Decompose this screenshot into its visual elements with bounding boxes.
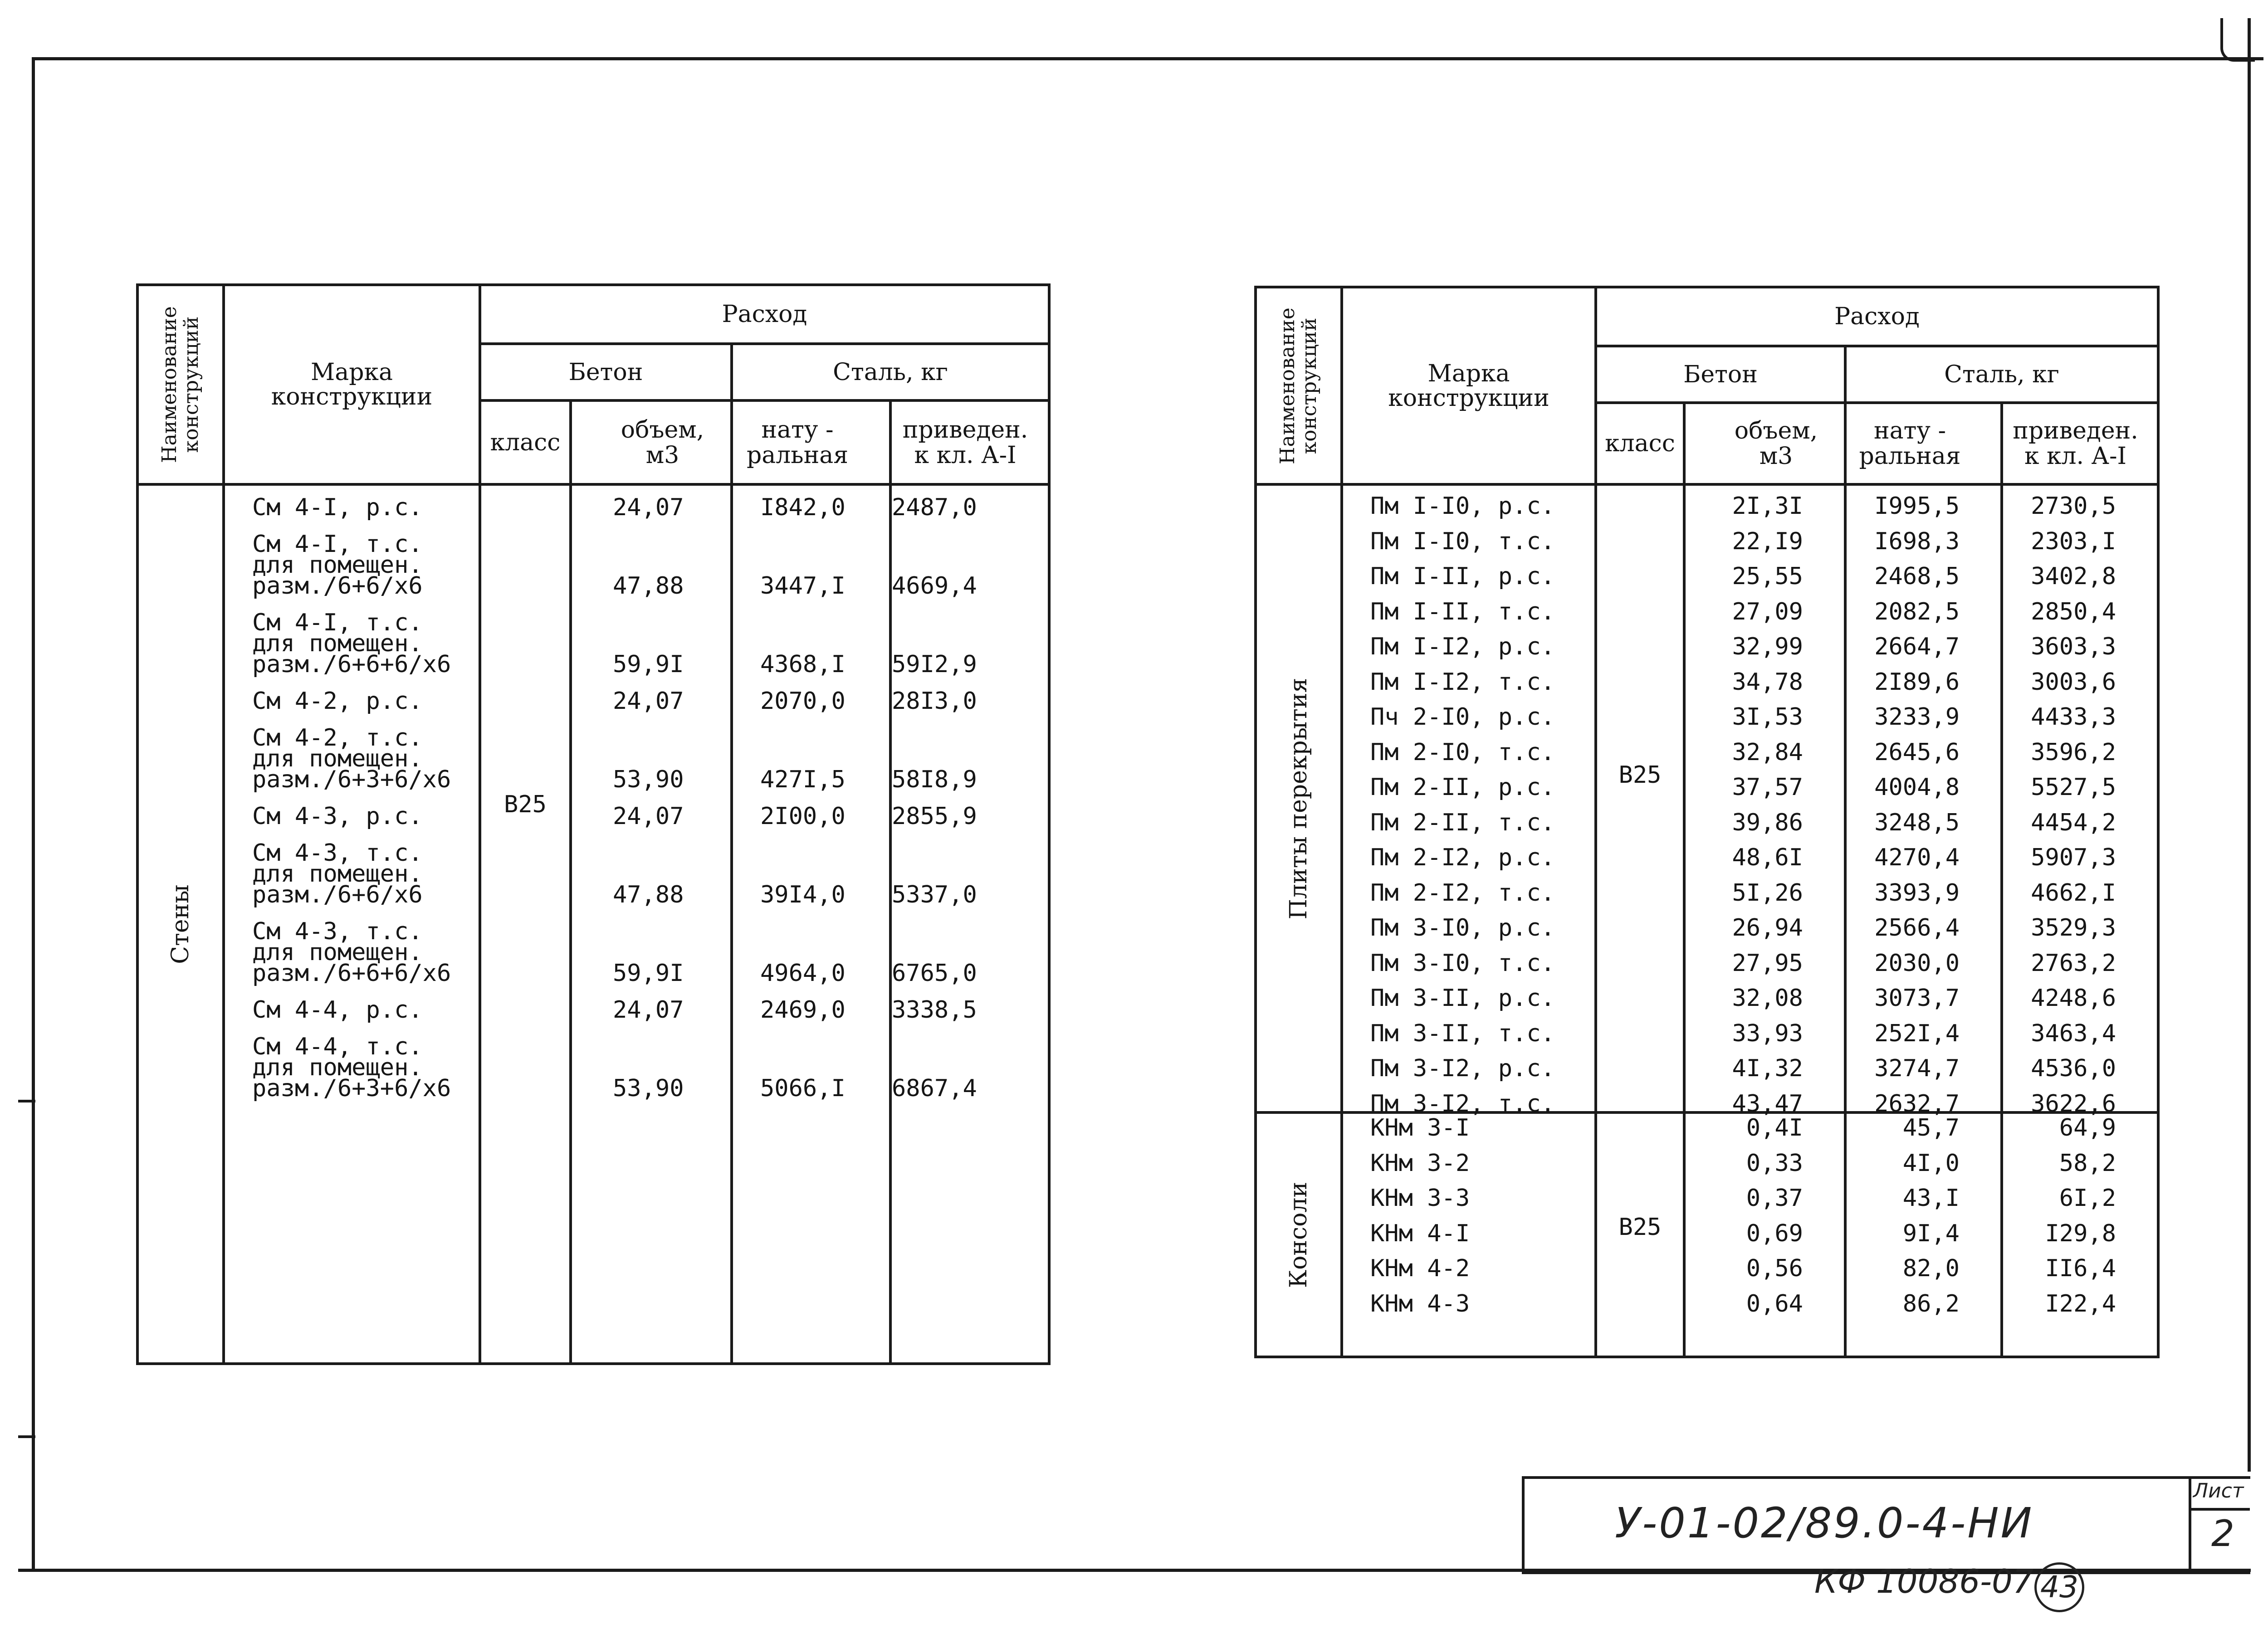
header-name-label: Наименование конструкций: [1276, 307, 1321, 464]
natural-steel-cell: 4I,0: [1902, 1149, 1960, 1177]
volume-cell: 37,57: [1732, 774, 1803, 801]
reduced-steel-cell: 5907,3: [2031, 844, 2116, 871]
volume-cell: 25,55: [1732, 563, 1803, 590]
header-volume: объем, м3: [1684, 403, 1845, 484]
natural-steel-cell: 2664,7: [1874, 633, 1960, 660]
natural-steel-cell: 3073,7: [1874, 985, 1960, 1012]
sheet-number: 2: [2211, 1512, 2234, 1555]
mark-column: [1342, 1112, 1596, 1357]
reduced-steel-cell: 3596,2: [2031, 738, 2116, 766]
reduced-steel-cell: 3603,3: [2031, 633, 2116, 660]
reduced-steel-cell: 4669,4: [892, 572, 977, 600]
frame-border-left: [32, 57, 35, 1572]
natural-steel-cell: 2566,4: [1874, 914, 1960, 941]
natural-steel-cell: 3248,5: [1874, 809, 1960, 836]
header-mark: Марка конструкции: [1342, 287, 1596, 484]
natural-steel-cell: I995,5: [1874, 493, 1960, 520]
volume-cell: 24,07: [613, 803, 684, 830]
natural-steel-cell: 4270,4: [1874, 844, 1960, 871]
volume-cell: 0,56: [1746, 1255, 1803, 1282]
mark-cell: См 4-I, т.с. для помещен. разм./6+6+6/х6: [252, 609, 451, 678]
mark-column: [1342, 484, 1596, 1117]
volume-cell: 27,09: [1732, 598, 1803, 625]
volume-cell: 43,47: [1732, 1090, 1803, 1117]
reduced-steel-cell: 5527,5: [2031, 774, 2116, 801]
document-code: У-01-02/89.0-4-НИ: [1615, 1499, 2034, 1547]
mark-cell: КНм 3-3: [1370, 1185, 1470, 1212]
natural-steel-column: [1845, 484, 2002, 1117]
slabs-consoles-table: [1254, 286, 2160, 1358]
mark-cell: КНм 4-2: [1370, 1255, 1470, 1282]
mark-cell: См 4-4, т.с. для помещен. разм./6+3+6/х6: [252, 1033, 451, 1102]
volume-cell: 27,95: [1732, 949, 1803, 977]
reduced-steel-cell: 28I3,0: [892, 688, 977, 715]
reduced-steel-cell: 3463,4: [2031, 1019, 2116, 1047]
volume-cell: 5I,26: [1732, 879, 1803, 907]
header-natural: нату - ральная: [732, 400, 890, 484]
natural-steel-cell: 427I,5: [760, 766, 846, 793]
header-reduced: приведен. к кл. А-I: [2002, 403, 2158, 484]
natural-steel-cell: I842,0: [760, 494, 846, 521]
header-name: [137, 285, 224, 484]
reduced-steel-column: [2002, 484, 2158, 1117]
header-concrete: Бетон: [480, 344, 732, 400]
reduced-steel-cell: 4433,3: [2031, 703, 2116, 731]
reduced-steel-column: [890, 484, 1049, 1364]
class-column: [1596, 1112, 1684, 1357]
group-label-walls: Стены: [167, 884, 194, 964]
mark-cell: Пм 2-II, р.с.: [1370, 774, 1555, 801]
header-steel: Сталь, кг: [1845, 346, 2158, 403]
group-cell: [1256, 1112, 1342, 1357]
volume-cell: 59,9I: [613, 651, 684, 678]
header-class: класс: [1596, 403, 1684, 484]
header-mark: Марка конструкции: [224, 285, 480, 484]
natural-steel-column: [732, 484, 890, 1364]
volume-cell: 34,78: [1732, 668, 1803, 696]
corner-mark: [2220, 18, 2255, 62]
mark-cell: Пм 2-I2, р.с.: [1370, 844, 1555, 871]
volume-cell: 24,07: [613, 996, 684, 1024]
mark-cell: Пм 3-I2, р.с.: [1370, 1055, 1555, 1082]
reduced-steel-cell: 6867,4: [892, 1075, 977, 1102]
reduced-steel-cell: 4454,2: [2031, 809, 2116, 836]
volume-cell: 47,88: [613, 881, 684, 908]
volume-cell: 33,93: [1732, 1019, 1803, 1047]
mark-cell: Пм 3-I0, т.с.: [1370, 949, 1555, 977]
concrete-class: В25: [504, 791, 547, 818]
mark-cell: См 4-4, р.с.: [252, 996, 423, 1024]
natural-steel-cell: 2070,0: [760, 688, 846, 715]
mark-cell: См 4-I, р.с.: [252, 494, 423, 521]
natural-steel-cell: 4004,8: [1874, 774, 1960, 801]
volume-cell: 0,37: [1746, 1185, 1803, 1212]
reduced-steel-cell: 4536,0: [2031, 1055, 2116, 1082]
reduced-steel-cell: 6I,2: [2059, 1185, 2116, 1212]
natural-steel-cell: 3274,7: [1874, 1055, 1960, 1082]
mark-cell: См 4-2, р.с.: [252, 688, 423, 715]
margin-tick: [18, 1100, 35, 1102]
natural-steel-cell: 4964,0: [760, 960, 846, 987]
natural-steel-cell: 86,2: [1902, 1290, 1960, 1317]
reduced-steel-cell: 64,9: [2059, 1114, 2116, 1141]
mark-cell: Пч 2-I0, р.с.: [1370, 703, 1555, 731]
volume-column: [1684, 1112, 1845, 1357]
mark-cell: Пм 3-I2, т.с.: [1370, 1090, 1555, 1117]
concrete-class: В25: [1618, 1214, 1662, 1241]
group-cell: [137, 484, 224, 1364]
mark-cell: Пм 2-I2, т.с.: [1370, 879, 1555, 907]
volume-column: [1684, 484, 1845, 1117]
reduced-steel-cell: 5337,0: [892, 881, 977, 908]
mark-cell: Пм 2-I0, т.с.: [1370, 738, 1555, 766]
header-reduced: приведен. к кл. А-I: [890, 400, 1049, 484]
reduced-steel-cell: 2730,5: [2031, 493, 2116, 520]
reduced-steel-cell: I22,4: [2045, 1290, 2116, 1317]
natural-steel-cell: 5066,I: [760, 1075, 846, 1102]
natural-steel-cell: 45,7: [1902, 1114, 1960, 1141]
reduced-steel-cell: 3622,6: [2031, 1090, 2116, 1117]
natural-steel-cell: 2632,7: [1874, 1090, 1960, 1117]
volume-cell: 47,88: [613, 572, 684, 600]
sheet-label: Лист: [2193, 1479, 2244, 1502]
natural-steel-cell: 2I00,0: [760, 803, 846, 830]
class-column: [1596, 484, 1684, 1112]
mark-cell: См 4-3, т.с. для помещен. разм./6+6/х6: [252, 839, 423, 908]
volume-cell: 22,I9: [1732, 527, 1803, 555]
mark-column: [224, 484, 480, 1364]
volume-cell: 32,08: [1732, 985, 1803, 1012]
natural-steel-cell: 2468,5: [1874, 563, 1960, 590]
reduced-steel-cell: II6,4: [2045, 1255, 2116, 1282]
reduced-steel-cell: 3338,5: [892, 996, 977, 1024]
reduced-steel-cell: 2763,2: [2031, 949, 2116, 977]
mark-cell: Пм I-I0, р.с.: [1370, 493, 1555, 520]
header-class: класс: [480, 400, 571, 484]
header-name: [1256, 287, 1342, 484]
mark-cell: Пм 3-II, р.с.: [1370, 985, 1555, 1012]
natural-steel-cell: 2030,0: [1874, 949, 1960, 977]
volume-cell: 48,6I: [1732, 844, 1803, 871]
volume-cell: 2I,3I: [1732, 493, 1803, 520]
margin-tick: [18, 1435, 35, 1438]
natural-steel-cell: 252I,4: [1874, 1019, 1960, 1047]
natural-steel-cell: 82,0: [1902, 1255, 1960, 1282]
reduced-steel-cell: 58,2: [2059, 1149, 2116, 1177]
reduced-steel-cell: 2850,4: [2031, 598, 2116, 625]
volume-cell: 0,69: [1746, 1219, 1803, 1247]
natural-steel-cell: 9I,4: [1902, 1219, 1960, 1247]
mark-cell: См 4-3, р.с.: [252, 803, 423, 830]
natural-steel-cell: I698,3: [1874, 527, 1960, 555]
mark-cell: КНм 4-3: [1370, 1290, 1470, 1317]
volume-cell: 24,07: [613, 688, 684, 715]
archive-code: КФ 10086-07: [1814, 1562, 2033, 1600]
mark-cell: Пм I-I2, р.с.: [1370, 633, 1555, 660]
natural-steel-cell: 2I89,6: [1874, 668, 1960, 696]
header-consumption: Расход: [480, 285, 1049, 344]
mark-cell: Пм 3-II, т.с.: [1370, 1019, 1555, 1047]
volume-column: [571, 484, 732, 1364]
header-steel: Сталь, кг: [732, 344, 1049, 400]
group-label-slabs: Плиты перекрытия: [1285, 678, 1312, 919]
reduced-steel-cell: 3003,6: [2031, 668, 2116, 696]
mark-cell: Пм I-I2, т.с.: [1370, 668, 1555, 696]
volume-cell: 0,33: [1746, 1149, 1803, 1177]
natural-steel-cell: 2469,0: [760, 996, 846, 1024]
natural-steel-cell: 3447,I: [760, 572, 846, 600]
concrete-class: В25: [1618, 761, 1662, 789]
mark-cell: КНм 3-I: [1370, 1114, 1470, 1141]
mark-cell: См 4-2, т.с. для помещен. разм./6+3+6/х6: [252, 724, 451, 793]
volume-cell: 3I,53: [1732, 703, 1803, 731]
frame-border-right: [2248, 18, 2251, 1472]
volume-cell: 39,86: [1732, 809, 1803, 836]
mark-cell: Пм 2-II, т.с.: [1370, 809, 1555, 836]
mark-cell: Пм I-I0, т.с.: [1370, 527, 1555, 555]
reduced-steel-cell: 59I2,9: [892, 651, 977, 678]
reduced-steel-cell: I29,8: [2045, 1219, 2116, 1247]
reduced-steel-cell: 6765,0: [892, 960, 977, 987]
volume-cell: 24,07: [613, 494, 684, 521]
natural-steel-cell: 2082,5: [1874, 598, 1960, 625]
mark-cell: См 4-3, т.с. для помещен. разм./6+6+6/х6: [252, 918, 451, 987]
volume-cell: 53,90: [613, 766, 684, 793]
natural-steel-cell: 43,I: [1902, 1185, 1960, 1212]
reduced-steel-cell: 4662,I: [2031, 879, 2116, 907]
reduced-steel-cell: 2303,I: [2031, 527, 2116, 555]
header-name-label: Наименование конструкций: [158, 306, 203, 463]
header-consumption: Расход: [1596, 287, 2158, 346]
header-concrete: Бетон: [1596, 346, 1845, 403]
mark-cell: См 4-I, т.с. для помещен. разм./6+6/х6: [252, 531, 423, 600]
natural-steel-cell: 2645,6: [1874, 738, 1960, 766]
reduced-steel-cell: 4248,6: [2031, 985, 2116, 1012]
reduced-steel-cell: 58I8,9: [892, 766, 977, 793]
volume-cell: 53,90: [613, 1075, 684, 1102]
natural-steel-cell: 39I4,0: [760, 881, 846, 908]
natural-steel-cell: 3233,9: [1874, 703, 1960, 731]
volume-cell: 32,99: [1732, 633, 1803, 660]
mark-cell: Пм I-II, р.с.: [1370, 563, 1555, 590]
volume-cell: 0,64: [1746, 1290, 1803, 1317]
reduced-steel-column: [2002, 1112, 2158, 1357]
reduced-steel-cell: 2855,9: [892, 803, 977, 830]
volume-cell: 26,94: [1732, 914, 1803, 941]
mark-cell: КНм 3-2: [1370, 1149, 1470, 1177]
volume-cell: 4I,32: [1732, 1055, 1803, 1082]
frame-border-top: [32, 57, 2263, 60]
archive-number: 43: [2034, 1562, 2084, 1612]
volume-cell: 32,84: [1732, 738, 1803, 766]
title-block-divider: [2189, 1508, 2250, 1511]
reduced-steel-cell: 3529,3: [2031, 914, 2116, 941]
volume-cell: 0,4I: [1746, 1114, 1803, 1141]
natural-steel-cell: 3393,9: [1874, 879, 1960, 907]
natural-steel-column: [1845, 1112, 2002, 1357]
group-label-consoles: Консоли: [1285, 1181, 1312, 1288]
reduced-steel-cell: 3402,8: [2031, 563, 2116, 590]
walls-table: [136, 283, 1051, 1365]
volume-cell: 59,9I: [613, 960, 684, 987]
header-volume: объем, м3: [571, 400, 732, 484]
header-natural: нату - ральная: [1845, 403, 2002, 484]
class-column: [480, 484, 571, 1364]
mark-cell: Пм 3-I0, р.с.: [1370, 914, 1555, 941]
natural-steel-cell: 4368,I: [760, 651, 846, 678]
mark-cell: КНм 4-I: [1370, 1219, 1470, 1247]
reduced-steel-cell: 2487,0: [892, 494, 977, 521]
mark-cell: Пм I-II, т.с.: [1370, 598, 1555, 625]
group-cell: [1256, 484, 1342, 1112]
title-block-divider: [2189, 1476, 2191, 1569]
